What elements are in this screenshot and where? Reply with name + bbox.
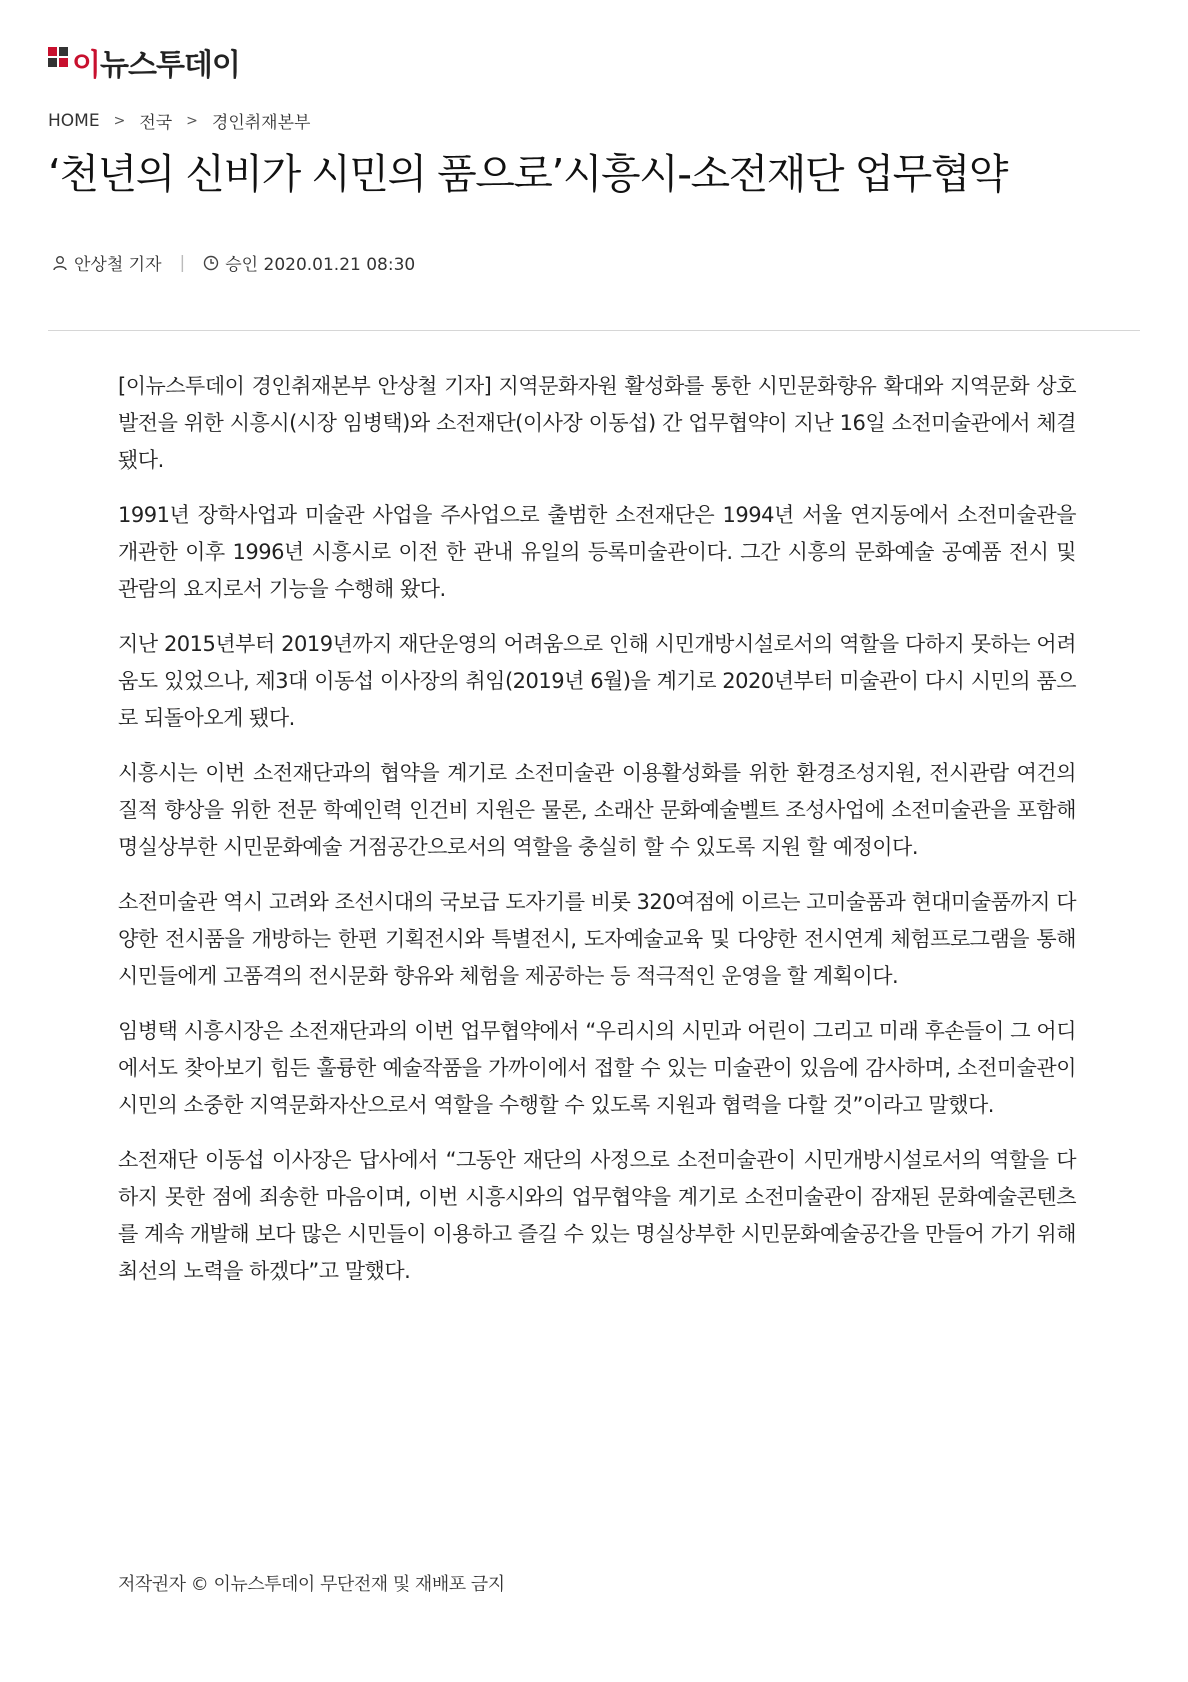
clock-icon <box>203 255 219 271</box>
article-body <box>118 368 1076 1308</box>
chevron-right-icon: > <box>113 112 126 129</box>
article-paragraph: [이뉴스투데이 경인취재본부 안상철 기자] 지역문화자원 활성화를 통한 시민문화향유 확대와 지역문화 상호발전을 위한 시흥시(시장 임병택)와 소전재단(이사장 이동섭) 간 업무협약이 지난 16일 소전미술관에서 체결됐다. <box>118 374 1076 472</box>
article-paragraph: 소전미술관 역시 고려와 조선시대의 국보급 도자기를 비롯 320여점에 이르는 고미술품과 현대미술품까지 다양한 전시품을 개방하는 한편 기획전시와 특별전시, 도자예술교육 및 다양한 전시연계 체험프로그램을 통해 시민들에게 고품격의 전시문화 향유와 체험을 제공하는 등 적극적인 운영을 할 계획이다. <box>118 890 1076 988</box>
article-meta <box>52 250 415 275</box>
meta-divider: | <box>179 252 186 273</box>
approved-timestamp: 승인 2020.01.21 08:30 <box>225 255 416 275</box>
news-cube-icon <box>48 47 70 69</box>
logo-text-first: 이 <box>72 48 100 83</box>
article-paragraph: 1991년 장학사업과 미술관 사업을 주사업으로 출범한 소전재단은 1994년 서울 연지동에서 소전미술관을 개관한 이후 1996년 시흥시로 이전 한 관내 유일의 등록미술관이다. 그간 시흥의 문화예술 공예품 전시 및 관람의 요지로서 기능을 수행해 왔다. <box>118 503 1076 601</box>
user-icon <box>52 255 68 271</box>
article-paragraph: 지난 2015년부터 2019년까지 재단운영의 어려움으로 인해 시민개방시설로서의 역할을 다하지 못하는 어려움도 있었으나, 제3대 이동섭 이사장의 취임(2019년 6월)을 계기로 2020년부터 미술관이 다시 시민의 품으로 되돌아오게 됐다. <box>118 632 1076 730</box>
site-logo[interactable] <box>48 40 240 84</box>
breadcrumb-home[interactable]: HOME <box>48 110 100 131</box>
article-title: ‘천년의 신비가 시민의 품으로’시흥시-소전재단 업무협약 <box>48 150 1007 198</box>
breadcrumb-section[interactable]: 경인취재본부 <box>211 113 311 133</box>
breadcrumb <box>48 108 310 133</box>
breadcrumb-region[interactable]: 전국 <box>139 113 173 133</box>
article-paragraph: 임병택 시흥시장은 소전재단과의 이번 업무협약에서 “우리시의 시민과 어린이 그리고 미래 후손들이 그 어디에서도 찾아보기 힘든 훌륭한 예술작품을 가까이에서 접할 수 있는 미술관이 있음에 감사하며, 소전미술관이 시민의 소중한 지역문화자산으로서 역할을 수행할 수 있도록 지원과 협력을 다할 것”이라고 말했다. <box>118 1019 1076 1117</box>
author-name[interactable]: 안상철 기자 <box>74 255 162 275</box>
header-divider <box>48 330 1140 331</box>
article-paragraph: 시흥시는 이번 소전재단과의 협약을 계기로 소전미술관 이용활성화를 위한 환경조성지원, 전시관람 여건의 질적 향상을 위한 전문 학예인력 인건비 지원은 물론, 소래산 문화예술벨트 조성사업에 소전미술관을 포함해 명실상부한 시민문화예술 거점공간으로서의 역할을 충실히 할 수 있도록 지원 할 예정이다. <box>118 761 1076 859</box>
copyright-notice: 저작권자 © 이뉴스투데이 무단전재 및 재배포 금지 <box>118 1574 505 1595</box>
logo-text <box>72 40 240 84</box>
logo-text-rest: 뉴스투데이 <box>99 48 240 83</box>
article-paragraph: 소전재단 이동섭 이사장은 답사에서 “그동안 재단의 사정으로 소전미술관이 시민개방시설로서의 역할을 다하지 못한 점에 죄송한 마음이며, 이번 시흥시와의 업무협약을 계기로 소전미술관이 잠재된 문화예술콘텐츠를 계속 개발해 보다 많은 시민들이 이용하고 즐길 수 있는 명실상부한 시민문화예술공간을 만들어 가기 위해 최선의 노력을 하겠다”고 말했다. <box>118 1148 1076 1283</box>
chevron-right-icon: > <box>186 112 198 129</box>
